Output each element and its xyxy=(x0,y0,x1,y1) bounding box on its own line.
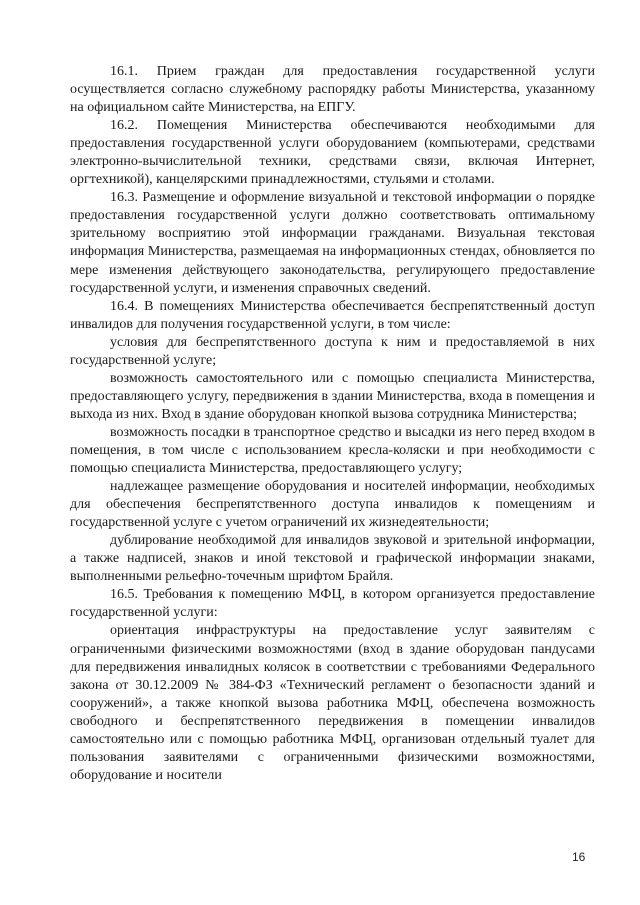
paragraph-16-4-item-5: дублирование необходимой для инвалидов звуковой и зрительной информации, а также надписей, знаков и иной текстовой и графической информации знаками, выполненными рельефно-точечным шрифтом Брайля. xyxy=(70,533,595,585)
document-body xyxy=(70,63,595,785)
paragraph-16-3: 16.3. Размещение и оформление визуальной и текстовой информации о порядке предоставления государственной услуги должно соответствовать оптимальному зрительному восприятию этой информации гражданами. Визуальная текстовая информация Министерства, размещаемая на информационных стендах, обновляется по мере изменения действующего законодательства, регулирующего предоставление государственной услуги, и изменения справочных сведений. xyxy=(70,190,595,296)
paragraph-16-5-item-1: ориентация инфраструктуры на предоставление услуг заявителям с ограниченными физическими возможностями (вход в здание оборудован пандусами для передвижения инвалидных колясок в соответствии с требованиями Федерального закона от 30.12.2009 № 384-ФЗ «Технический регламент о безопасности зданий и сооружений», а также кнопкой вызова работника МФЦ, обеспечена возможность свободного и беспрепятственного передвижения в помещении инвалидов самостоятельно или с помощью работника МФЦ, организован отдельный туалет для пользования заявителями с ограниченными физическими возможностями, оборудование и носители xyxy=(70,623,595,783)
paragraph-16-1: 16.1. Прием граждан для предоставления государственной услуги осуществляется согласно служебному распорядку работы Министерства, указанному на официальном сайте Министерства, на ЕПГУ. xyxy=(70,64,595,116)
page-number: 16 xyxy=(572,850,586,864)
paragraph-16-4-item-2: возможность самостоятельного или с помощью специалиста Министерства, предоставляющего услугу, передвижения в здании Министерства, входа в помещения и выхода из них. Вход в здание оборудован кнопкой вызова сотрудника Министерства; xyxy=(70,370,595,422)
paragraph-16-4-item-1: условия для беспрепятственного доступа к ним и предоставляемой в них государственной услуге; xyxy=(70,334,595,368)
paragraph-16-2: 16.2. Помещения Министерства обеспечиваются необходимыми для предоставления государственной услуги оборудованием (компьютерами, средствами электронно-вычислительной техники, средствами связи, включая Интернет, оргтехникой), канцелярскими принадлежностями, стульями и столами. xyxy=(70,118,595,188)
paragraph-16-4: 16.4. В помещениях Министерства обеспечивается беспрепятственный доступ инвалидов для получения государственной услуги, в том числе: xyxy=(70,298,595,332)
paragraph-16-4-item-3: возможность посадки в транспортное средство и высадки из него перед входом в помещения, в том числе с использованием кресла-коляски и при необходимости с помощью специалиста Министерства, предоставляющего услугу; xyxy=(70,424,595,477)
paragraph-16-5: 16.5. Требования к помещению МФЦ, в котором организуется предоставление государственной услуги: xyxy=(70,587,595,621)
paragraph-16-4-item-4: надлежащее размещение оборудования и носителей информации, необходимых для обеспечения беспрепятственного доступа инвалидов к помещениям и государственной услуге с учетом ограничений их жизнедеятельности; xyxy=(70,479,595,531)
